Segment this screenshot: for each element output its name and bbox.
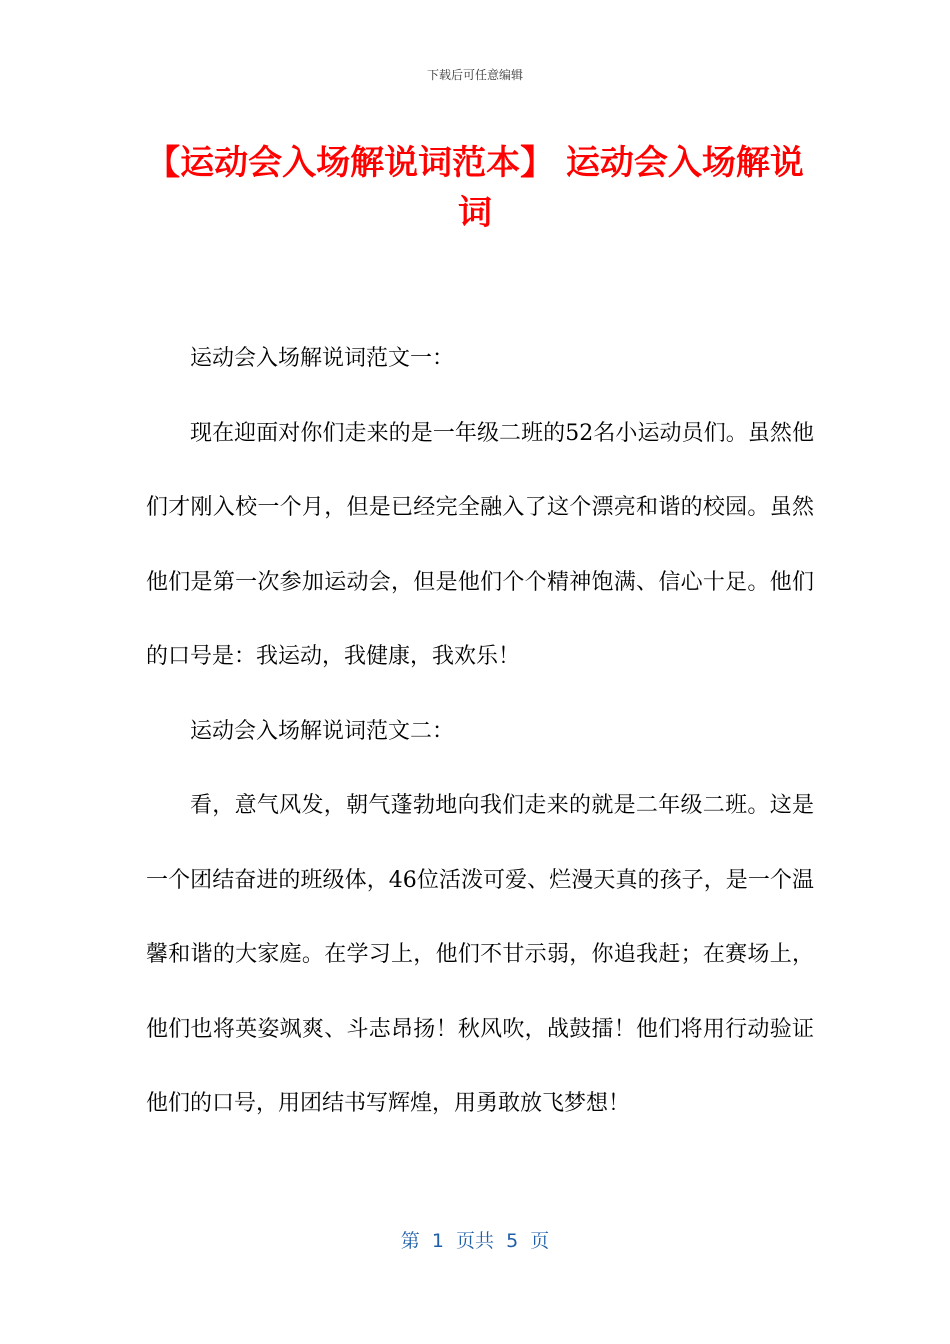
header-note: 下载后可任意编辑 — [426, 68, 523, 82]
section-heading-1: 运动会入场解说词范文一： — [190, 346, 455, 371]
paragraph-1: 现在迎面对你们走来的是一年级二班的52名小运动员们。虽然他们才刚入校一个月，但是已经完全融入了这个漂亮和谐的校园。虽然他们是第一次参加运动会，但是他们个个精神饱满、信心十足。他们的口号是：我运动，我健康，我欢乐！ — [146, 420, 814, 669]
document-body — [146, 322, 814, 1142]
page-number: 第 1 页共 5 页 — [400, 1230, 550, 1252]
document-title: 【运动会入场解说词范本】 运动会入场解说词 — [146, 143, 804, 233]
paragraph-2: 看，意气风发，朝气蓬勃地向我们走来的就是二年级二班。这是一个团结奋进的班级体，46位活泼可爱、烂漫天真的孩子，是一个温馨和谐的大家庭。在学习上，他们不甘示弱，你追我赶；在赛场上，他们也将英姿飒爽、斗志昂扬！秋风吹，战鼓擂！他们将用行动验证他们的口号，用团结书写辉煌，用勇敢放飞梦想！ — [146, 793, 814, 1116]
section-heading-2: 运动会入场解说词范文二： — [190, 718, 455, 744]
